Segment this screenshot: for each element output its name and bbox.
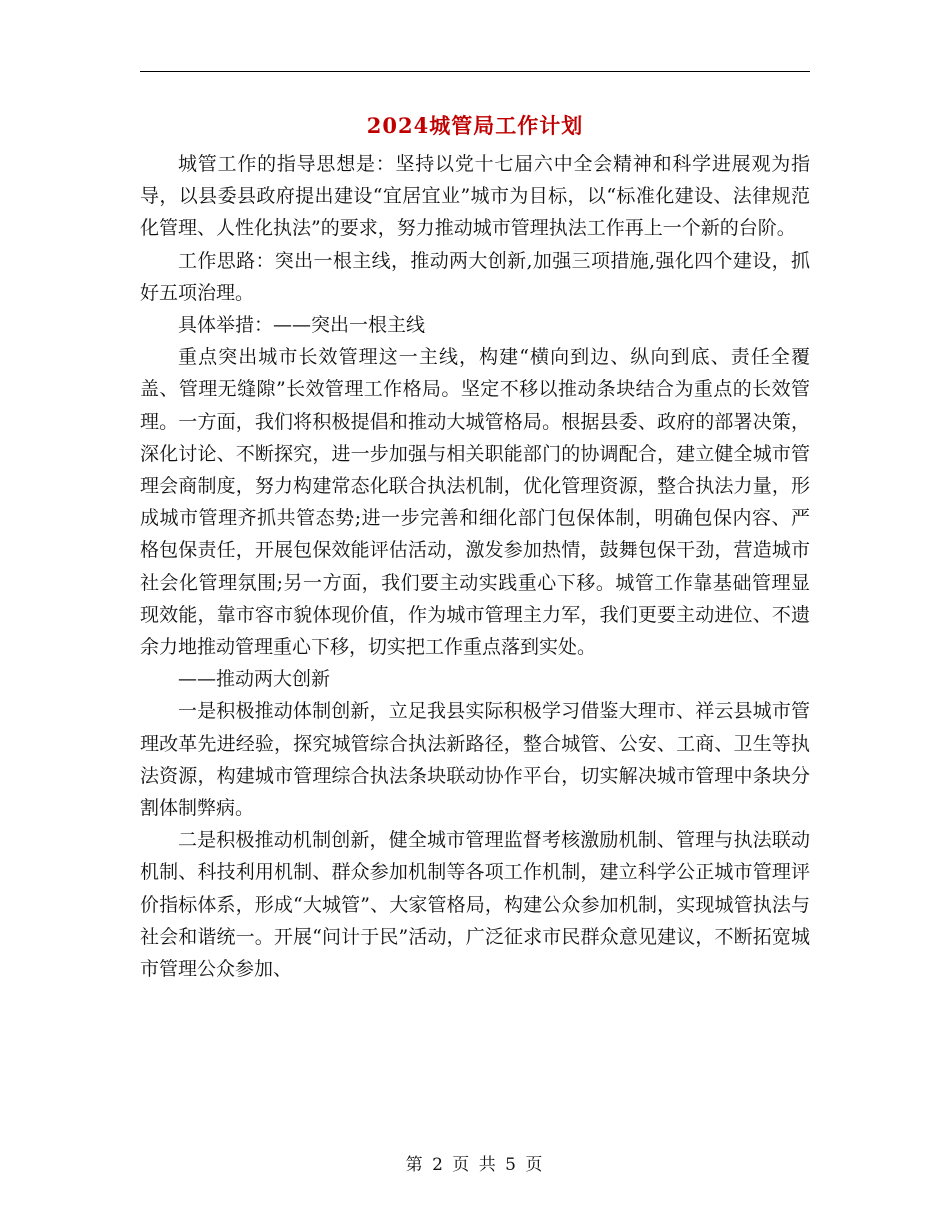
paragraph-system-innovation: 一是积极推动体制创新，立足我县实际积极学习借鉴大理市、祥云县城市管理改革先进经验，探究城管综合执法新路径，整合城管、公安、工商、卫生等执法资源，构建城市管理综合执法条块联动协作平台，切实解决城市管理中条块分割体制弊病。 (140, 700, 810, 820)
paragraph-measures-heading: 具体举措：——突出一根主线 (178, 314, 426, 337)
header-rule (140, 71, 810, 72)
paragraph-main-line: 重点突出城市长效管理这一主线，构建“横向到边、纵向到底、责任全覆盖、管理无缝隙”长效管理工作格局。坚定不移以推动条块结合为重点的长效管理。一方面，我们将积极提倡和推动大城管格局。根据县委、政府的部署决策，深化讨论、不断探究，进一步加强与相关职能部门的协调配合，建立健全城市管理会商制度，努力构建常态化联合执法机制，优化管理资源，整合执法力量，形成城市管理齐抓共管态势;进一步完善和细化部门包保体制，明确包保内容、严格包保责任，开展包保效能评估活动，激发参加热情，鼓舞包保干劲，营造城市社会化管理氛围;另一方面，我们要主动实践重心下移。城管工作靠基础管理显现效能，靠市容市貌体现价值，作为城市管理主力军，我们更要主动进位、不遗余力地推动管理重心下移，切实把工作重点落到实处。 (140, 346, 810, 659)
document-body (140, 148, 810, 985)
page-number-footer: 第 2 页 共 5 页 (405, 1155, 545, 1175)
paragraph-mechanism-innovation: 二是积极推动机制创新，健全城市管理监督考核激励机制、管理与执法联动机制、科技利用机制、群众参加机制等各项工作机制，建立科学公正城市管理评价指标体系，形成“大城管”、大家管格局，构建公众参加机制，实现城管执法与社会和谐统一。开展“问计于民”活动，广泛征求市民群众意见建议，不断拓宽城市管理公众参加、 (140, 829, 810, 981)
paragraph-guiding-ideology: 城管工作的指导思想是：坚持以党十七届六中全会精神和科学进展观为指导，以县委县政府提出建设“宜居宜业”城市为目标，以“标准化建设、法律规范化管理、人性化执法”的要求，努力推动城市管理执法工作再上一个新的台阶。 (140, 153, 810, 240)
paragraph-work-approach: 工作思路：突出一根主线，推动两大创新,加强三项措施,强化四个建设，抓好五项治理。 (140, 249, 810, 304)
paragraph-innovations-heading: ——推动两大创新 (178, 668, 331, 691)
document-title: 2024城管局工作计划 (366, 113, 584, 138)
